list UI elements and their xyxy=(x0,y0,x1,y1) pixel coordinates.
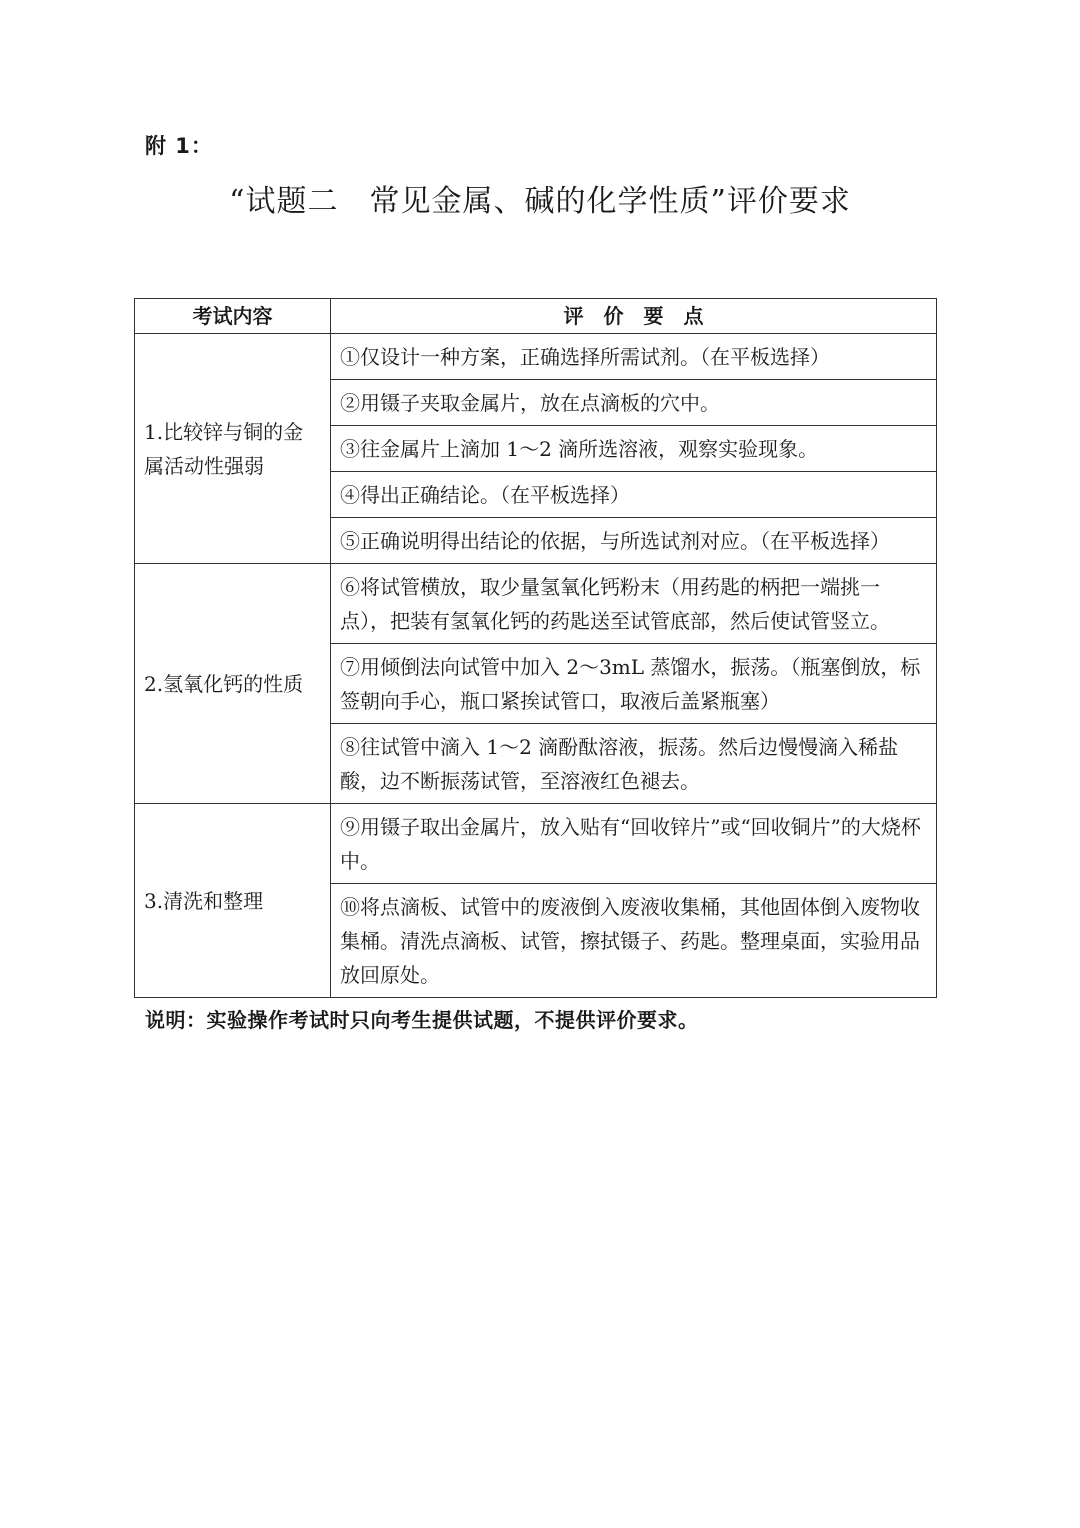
evaluation-table xyxy=(134,298,937,998)
eval-item-1: ①仅设计一种方案，正确选择所需试剂。（在平板选择） xyxy=(331,334,937,380)
table-header-row xyxy=(135,299,937,334)
eval-item-6: ⑥将试管横放，取少量氢氧化钙粉末（用药匙的柄把一端挑一点），把装有氢氧化钙的药匙送至试管底部，然后使试管竖立。 xyxy=(331,564,937,644)
header-exam-content: 考试内容 xyxy=(135,299,331,334)
eval-item-5: ⑤正确说明得出结论的依据，与所选试剂对应。（在平板选择） xyxy=(331,518,937,564)
eval-item-7: ⑦用倾倒法向试管中加入 2～3mL 蒸馏水，振荡。（瓶塞倒放，标签朝向手心，瓶口紧挨试管口，取液后盖紧瓶塞） xyxy=(331,644,937,724)
document-title: “试题二 常见金属、碱的化学性质”评价要求 xyxy=(229,184,851,219)
footnote: 说明：实验操作考试时只向考生提供试题，不提供评价要求。 xyxy=(145,1008,699,1032)
section-3-name: 3.清洗和整理 xyxy=(135,804,331,998)
eval-item-8: ⑧往试管中滴入 1～2 滴酚酞溶液，振荡。然后边慢慢滴入稀盐酸，边不断振荡试管，至溶液红色褪去。 xyxy=(331,724,937,804)
section-1-name: 1.比较锌与铜的金属活动性强弱 xyxy=(135,334,331,564)
eval-item-2: ②用镊子夹取金属片，放在点滴板的穴中。 xyxy=(331,380,937,426)
eval-item-10: ⑩将点滴板、试管中的废液倒入废液收集桶，其他固体倒入废物收集桶。清洗点滴板、试管，擦拭镊子、药匙。整理桌面，实验用品放回原处。 xyxy=(331,884,937,998)
eval-item-4: ④得出正确结论。（在平板选择） xyxy=(331,472,937,518)
attachment-label: 附 1： xyxy=(145,134,213,158)
table-row xyxy=(135,804,937,884)
eval-item-9: ⑨用镊子取出金属片，放入贴有“回收锌片”或“回收铜片”的大烧杯中。 xyxy=(331,804,937,884)
header-evaluation-points: 评 价 要 点 xyxy=(331,299,937,334)
section-2-name: 2.氢氧化钙的性质 xyxy=(135,564,331,804)
eval-item-3: ③往金属片上滴加 1～2 滴所选溶液，观察实验现象。 xyxy=(331,426,937,472)
table-row xyxy=(135,334,937,380)
table-row xyxy=(135,564,937,644)
